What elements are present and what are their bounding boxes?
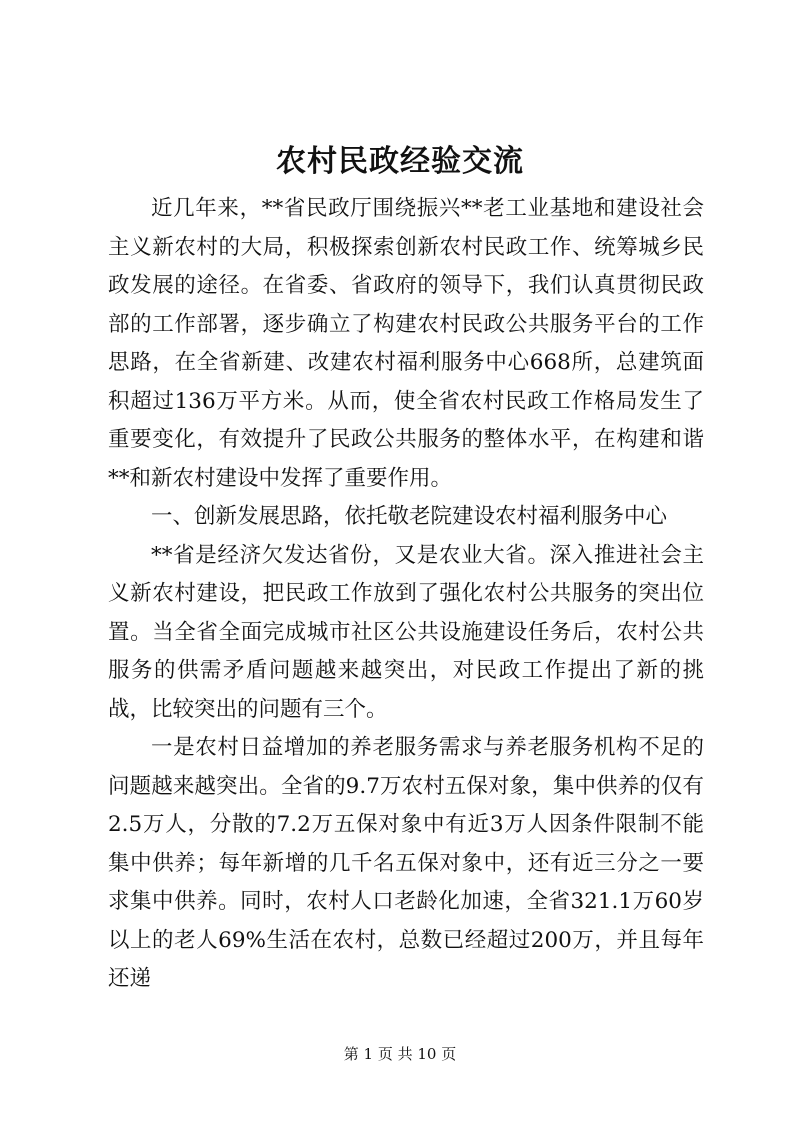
paragraph-background: **省是经济欠发达省份，又是农业大省。深入推进社会主义新农村建设，把民政工作放到了强化农村公共服务的突出位置。当全省全面完成城市社区公共设施建设任务后，农村公共服务的供需矛盾问题越来越突出，对民政工作提出了新的挑战，比较突出的问题有三个。: [108, 542, 704, 722]
page-footer: 第 1 页 共 10 页: [343, 1045, 457, 1063]
document-body: [108, 190, 704, 999]
section-heading-1: 一、创新发展思路，依托敬老院建设农村福利服务中心: [151, 504, 668, 529]
paragraph-intro: 近几年来，**省民政厅围绕振兴**老工业基地和建设社会主义新农村的大局，积极探索创新农村民政工作、统筹城乡民政发展的途径。在省委、省政府的领导下，我们认真贯彻民政部的工作部署，逐步确立了构建农村民政公共服务平台的工作思路，在全省新建、改建农村福利服务中心668所，总建筑面积超过136万平方米。从而，使全省农村民政工作格局发生了重要变化，有效提升了民政公共服务的整体水平，在构建和谐**和新农村建设中发挥了重要作用。: [108, 196, 704, 491]
page-title: 农村民政经验交流: [276, 144, 524, 179]
paragraph-problem-1: 一是农村日益增加的养老服务需求与养老服务机构不足的问题越来越突出。全省的9.7万农村五保对象，集中供养的仅有2.5万人，分散的7.2万五保对象中有近3万人因条件限制不能集中供养；每年新增的几千名五保对象中，还有近三分之一要求集中供养。同时，农村人口老龄化加速，全省321.1万60岁以上的老人69%生活在农村，总数已经超过200万，并且每年还递: [108, 735, 704, 991]
